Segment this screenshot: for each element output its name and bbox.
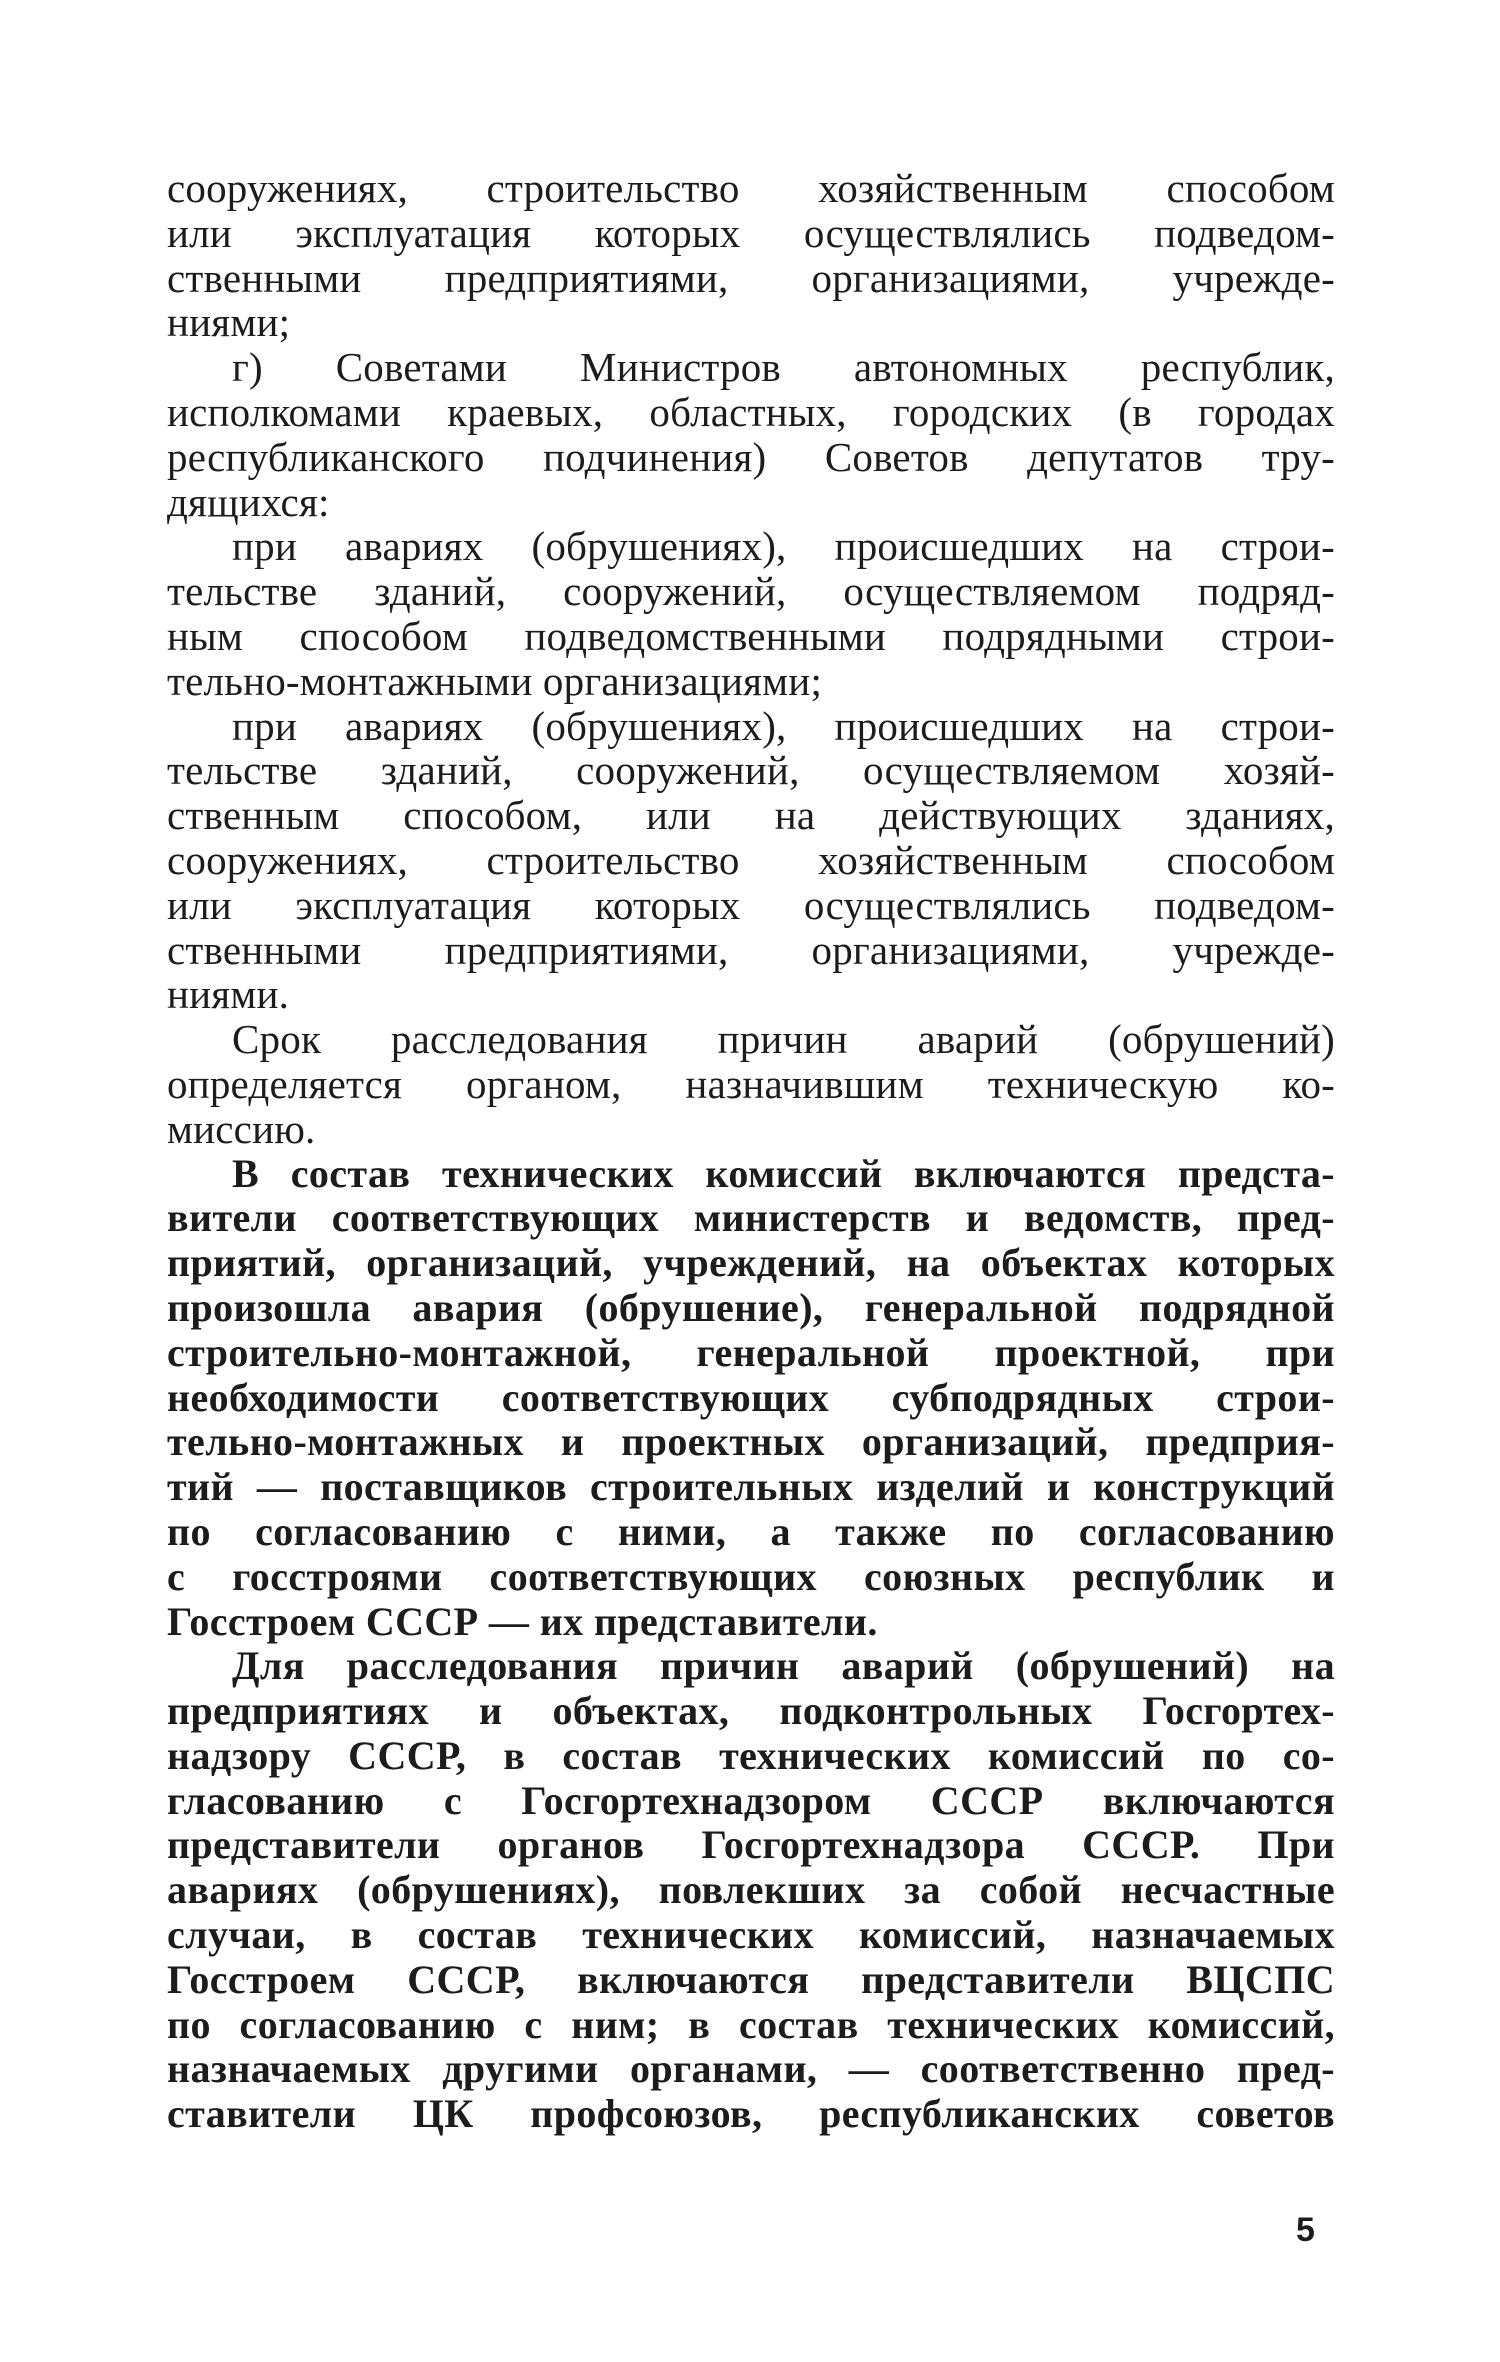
text-line: В состав технических комиссий включаются предста- — [232, 1150, 1335, 1196]
text-line: миссию. — [167, 1105, 316, 1152]
paragraph-investigation-term — [167, 1017, 1335, 1151]
text-line: Для расследования причин аварий (обрушений) на — [232, 1643, 1335, 1689]
text-line: тельстве зданий, сооружений, осуществляемом хозяй- — [167, 747, 1335, 794]
text-line: случаи, в состав технических комиссий, назначаемых — [167, 1912, 1335, 1958]
text-line: сооружениях, строительство хозяйственным способом — [167, 165, 1335, 211]
text-line: надзору СССР, в состав технических комиссий по со- — [167, 1732, 1335, 1778]
text-line: тельно-монтажных и проектных организаций, предприя- — [167, 1419, 1335, 1465]
text-line: при авариях (обрушениях), происшедших на строи- — [232, 702, 1335, 749]
text-line: г) Советами Министров автономных республик, — [232, 344, 1335, 391]
text-line: Срок расследования причин аварий (обрушений) — [232, 1016, 1335, 1063]
text-line: ным способом подведомственными подрядными строи- — [167, 612, 1335, 659]
text-line: по согласованию с ним; в состав технических комиссий, — [167, 2001, 1335, 2047]
paragraph-contract-method — [167, 524, 1335, 703]
text-line: вители соответствующих министерств и ведомств, пред- — [167, 1195, 1335, 1241]
text-line: приятий, организаций, учреждений, на объектах которых — [167, 1240, 1335, 1286]
text-line: тельстве зданий, сооружений, осуществляемом подряд- — [167, 568, 1335, 615]
text-line: дящихся: — [167, 478, 330, 525]
text-line: или эксплуатация которых осуществлялись подведом- — [167, 209, 1335, 256]
text-line: или эксплуатация которых осуществлялись подведом- — [167, 881, 1335, 928]
text-line: по согласованию с ними, а также по согласованию — [167, 1508, 1335, 1554]
paragraph-commission-composition — [167, 1152, 1335, 1645]
text-line: Госстроем СССР, включаются представители ВЦСПС — [167, 1956, 1335, 2002]
text-line: с госстроями соответствующих союзных республик и — [167, 1553, 1335, 1599]
paragraph-economic-method — [167, 704, 1335, 1018]
paragraph-gosgortekhnadzor — [167, 1644, 1335, 2137]
body-text — [167, 166, 1335, 2137]
text-line: ственными предприятиями, организациями, учрежде- — [167, 254, 1335, 301]
text-line: ниями. — [167, 971, 290, 1018]
text-line: произошла авария (обрушение), генеральной подрядной — [167, 1284, 1335, 1330]
text-line: Госстроем СССР — их представители. — [167, 1598, 878, 1644]
text-line: исполкомами краевых, областных, городских (в городах — [167, 388, 1335, 435]
text-line: ственным способом, или на действующих зданиях, — [167, 792, 1335, 839]
text-line: назначаемых другими органами, — соответственно пред- — [167, 2046, 1335, 2092]
text-line: ственными предприятиями, организациями, учрежде- — [167, 926, 1335, 973]
text-line: тий — поставщиков строительных изделий и конструкций — [167, 1464, 1335, 1510]
text-line: строительно-монтажной, генеральной проектной, при — [167, 1329, 1335, 1375]
text-line: республиканского подчинения) Советов депутатов тру- — [167, 433, 1335, 480]
text-line: определяется органом, назначившим техническую ко- — [167, 1060, 1335, 1107]
text-line: сооружениях, строительство хозяйственным способом — [167, 836, 1335, 883]
text-line: предприятиях и объектах, подконтрольных Госгортех- — [167, 1688, 1335, 1734]
paragraph-continuation — [167, 166, 1335, 345]
text-line: необходимости соответствующих субподрядных строи- — [167, 1374, 1335, 1420]
text-line: ниями; — [167, 299, 291, 346]
text-line: авариях (обрушениях), повлекших за собой несчастные — [167, 1867, 1335, 1913]
page-number: 5 — [1296, 2211, 1315, 2249]
text-line: ставители ЦК профсоюзов, республиканских советов — [167, 2091, 1335, 2137]
text-line: тельно-монтажными организациями; — [167, 657, 823, 704]
text-line: при авариях (обрушениях), происшедших на строи- — [232, 523, 1335, 570]
text-line: гласованию с Госгортехнадзором СССР включаются — [167, 1777, 1335, 1823]
paragraph-item-g — [167, 345, 1335, 524]
text-line: представители органов Госгортехнадзора СССР. При — [167, 1822, 1335, 1868]
